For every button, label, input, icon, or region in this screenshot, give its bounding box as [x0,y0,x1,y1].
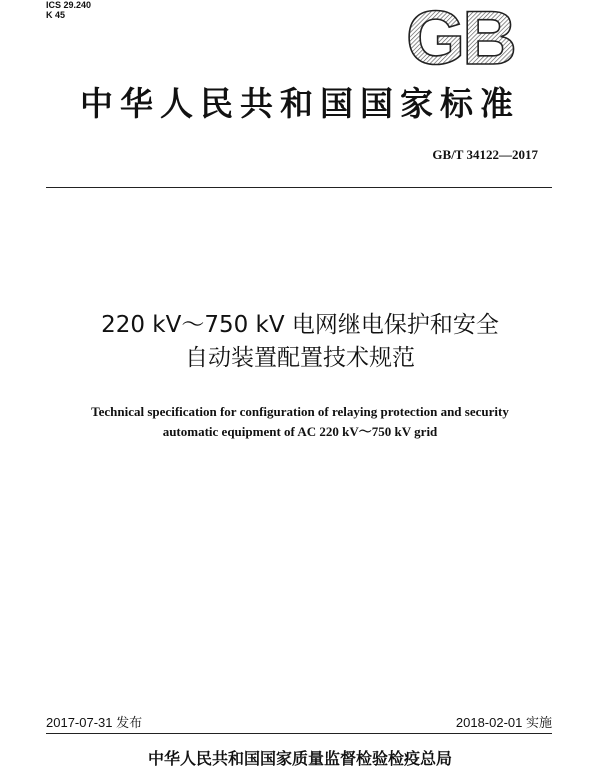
release-date: 2017-07-31 发布 [46,715,143,730]
ccs-code: K 45 [46,10,66,20]
footer-divider [46,733,552,734]
title-en-line1: Technical specification for configuration of relaying protection and security [91,404,509,419]
national-standard-title: 中华人民共和国国家标准 [80,84,520,123]
standard-code: GB/T 34122—2017 [432,147,538,162]
gb-logo [398,6,522,70]
svg-text:GB: GB [406,6,514,70]
title-en-line2: automatic equipment of AC 220 kV～750 kV grid [162,424,438,439]
title-cn-line1: 220 kV～750 kV 电网继电保护和安全 [101,312,499,338]
issuing-authority: 中华人民共和国国家质量监督检验检疫总局 [147,749,452,768]
classification-codes [46,0,91,20]
ics-code: ICS 29.240 [46,0,92,10]
title-cn-line2: 自动装置配置技术规范 [185,345,415,371]
implementation-date: 2018-02-01 实施 [455,715,552,730]
header-divider [46,187,552,188]
